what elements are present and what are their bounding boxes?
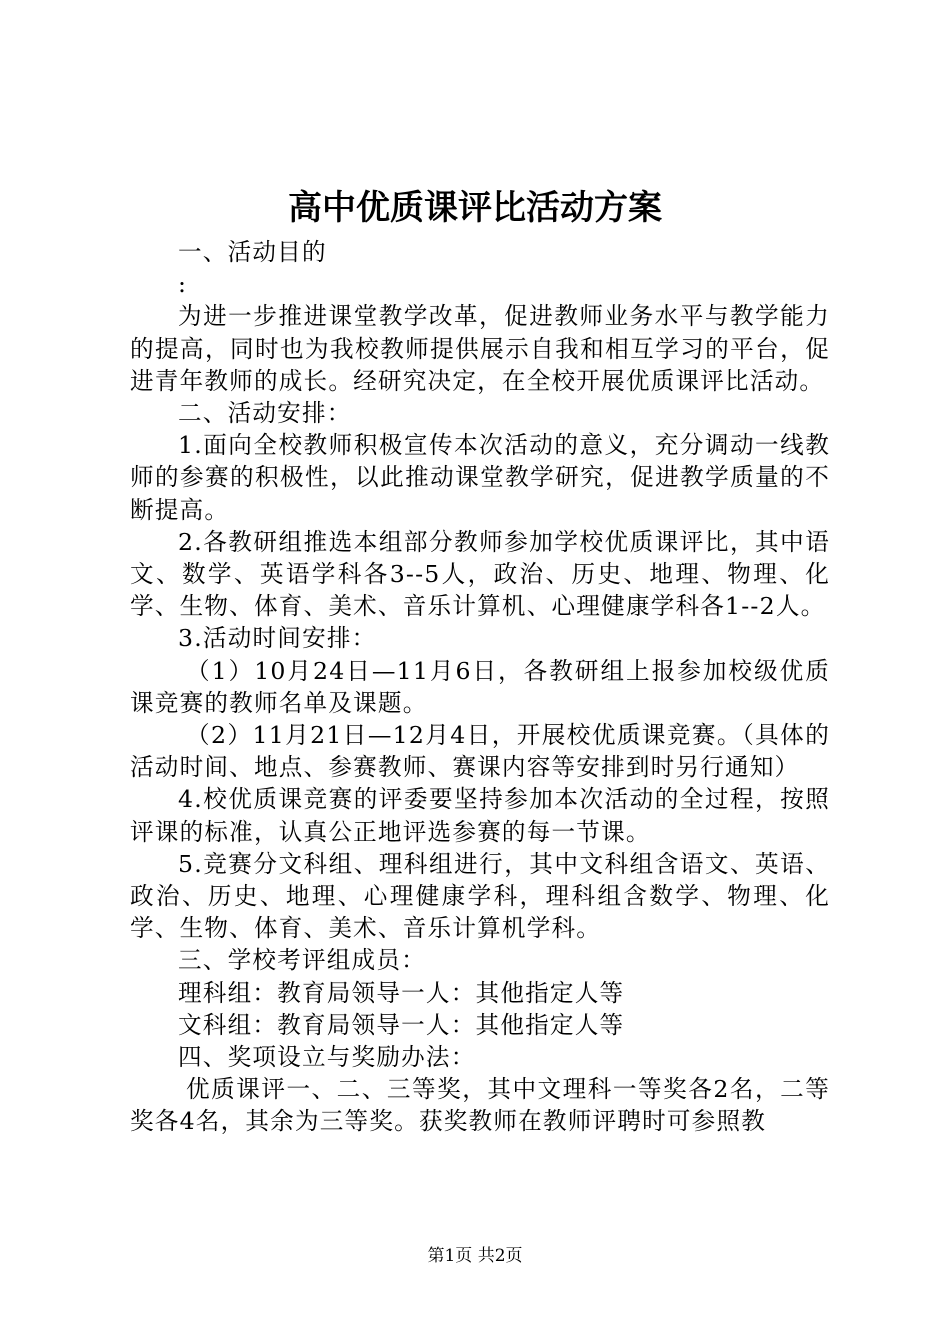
paragraph-science-group: 理科组：教育局领导一人：其他指定人等 [178, 978, 625, 1007]
paragraph-item-4: 4.校优质课竞赛的评委要坚持参加本次活动的全过程，按照评课的标准，认真公正地评选参赛的每一节课。 [130, 785, 830, 846]
paragraph-purpose: 为进一步推进课堂教学改革，促进教师业务水平与教学能力的提高，同时也为我校教师提供展示自我和相互学习的平台，促进青年教师的成长。经研究决定，在全校开展优质课评比活动。 [130, 302, 830, 395]
paragraph-item-2: 2.各教研组推选本组部分教师参加学校优质课评比，其中语文、数学、英语学科各3--5人，政治、历史、地理、物理、化学、生物、体育、美术、音乐计算机、心理健康学科各1--2人。 [130, 527, 830, 621]
colon-line: : [178, 270, 188, 299]
section-heading-arrangement: 二、活动安排： [178, 399, 352, 428]
section-heading-awards: 四、奖项设立与奖励办法： [178, 1043, 476, 1072]
section-heading-purpose: 一、活动目的 [178, 238, 327, 266]
paragraph-schedule-2: （2）11月21日—12月4日，开展校优质课竞赛。（具体的活动时间、地点、参赛教师、赛课内容等安排到时另行通知） [130, 721, 830, 782]
page-footer: 第1页 共2页 [427, 1246, 523, 1266]
section-heading-committee: 三、学校考评组成员： [178, 946, 426, 975]
paragraph-item-1: 1.面向全校教师积极宣传本次活动的意义，充分调动一线教师的参赛的积极性，以此推动课堂教学研究，促进教学质量的不断提高。 [130, 431, 830, 524]
paragraph-arts-group: 文科组：教育局领导一人：其他指定人等 [178, 1010, 625, 1039]
paragraph-item-3: 3.活动时间安排： [178, 624, 377, 653]
paragraph-schedule-1: （1）10月24日—11月6日，各教研组上报参加校级优质课竞赛的教师名单及课题。 [130, 656, 830, 717]
document-title: 高中优质课评比活动方案 [288, 188, 662, 228]
document-body [130, 236, 830, 1138]
paragraph-awards: 优质课评一、二、三等奖，其中文理科一等奖各2名，二等奖各4名，其余为三等奖。获奖教师在教师评聘时可参照教 [130, 1075, 830, 1136]
paragraph-item-5: 5.竞赛分文科组、理科组进行，其中文科组含语文、英语、政治、历史、地理、心理健康学科，理科组含数学、物理、化学、生物、体育、美术、音乐计算机学科。 [130, 849, 830, 943]
